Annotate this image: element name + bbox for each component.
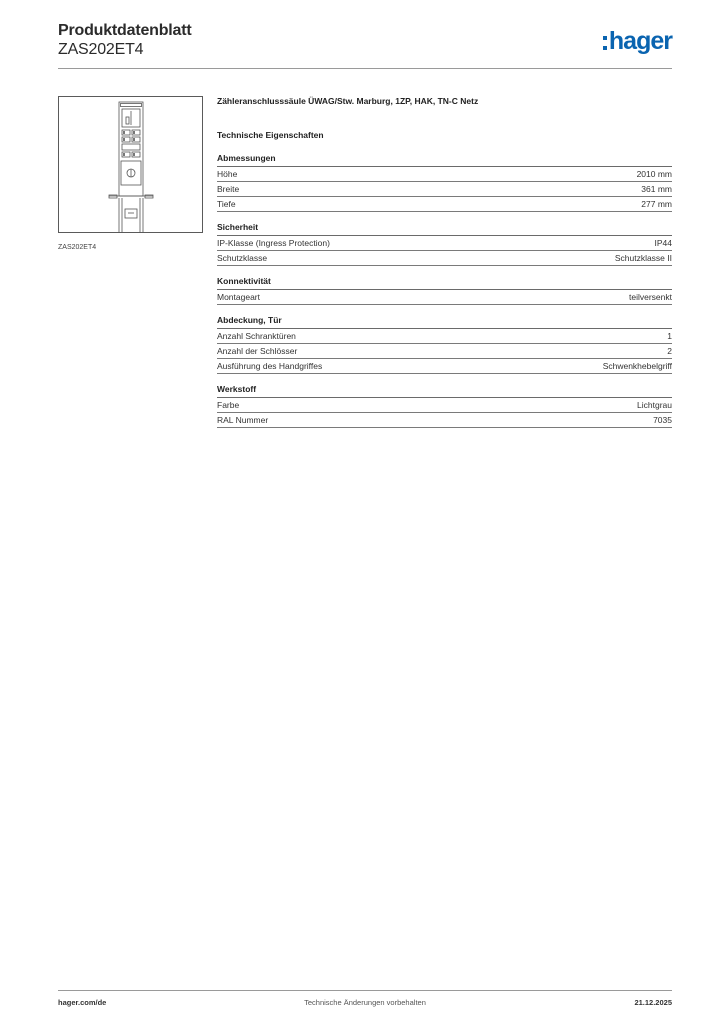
property-row (217, 236, 672, 251)
property-label: Anzahl der Schlösser (217, 346, 298, 356)
property-value: 7035 (653, 415, 672, 425)
property-value: 361 mm (641, 184, 672, 194)
product-name: Zähleranschlusssäule ÜWAG/Stw. Marburg, 1ZP, HAK, TN-C Netz (217, 96, 479, 106)
property-label: Schutzklasse (217, 253, 268, 263)
property-row (217, 344, 672, 359)
property-row (217, 251, 672, 266)
property-group (217, 222, 672, 266)
logo-text: hager (608, 26, 672, 55)
document-title: Produktdatenblatt (58, 22, 192, 39)
property-row (217, 413, 672, 428)
property-group-title: Sicherheit (217, 222, 672, 236)
property-value: 2010 mm (636, 169, 672, 179)
property-value: Schutzklasse II (614, 253, 672, 263)
property-group (217, 153, 672, 212)
property-row (217, 182, 672, 197)
property-group-title: Abdeckung, Tür (217, 315, 672, 329)
property-row (217, 398, 672, 413)
property-label: Anzahl Schranktüren (217, 331, 296, 341)
product-image-caption: ZAS202ET4 (58, 244, 97, 251)
property-value: IP44 (654, 238, 672, 248)
page-header (58, 20, 672, 68)
property-row (217, 329, 672, 344)
property-group (217, 384, 672, 428)
property-label: Breite (217, 184, 240, 194)
property-group-title: Konnektivität (217, 276, 672, 290)
property-group (217, 276, 672, 305)
property-label: Farbe (217, 400, 240, 410)
property-row (217, 167, 672, 182)
property-row (217, 359, 672, 374)
property-group-title: Werkstoff (217, 384, 672, 398)
property-label: Montageart (217, 292, 260, 302)
footer-note: Technische Änderungen vorbehalten (304, 998, 426, 1007)
property-group (217, 315, 672, 374)
logo-dots-icon (603, 36, 607, 50)
property-value: 1 (667, 331, 672, 341)
property-group-title: Abmessungen (217, 153, 672, 167)
hager-logo (603, 28, 672, 54)
property-value: Schwenkhebelgriff (602, 361, 672, 371)
property-label: Ausführung des Handgriffes (217, 361, 323, 371)
document-subtitle: ZAS202ET4 (58, 41, 144, 58)
footer-website: hager.com/de (58, 998, 107, 1007)
property-value: teilversenkt (629, 292, 672, 302)
footer-date: 21.12.2025 (634, 998, 672, 1007)
property-value: 2 (667, 346, 672, 356)
meter-column-drawing-icon (59, 97, 204, 234)
property-label: Höhe (217, 169, 238, 179)
product-details (217, 96, 672, 438)
property-label: Tiefe (217, 199, 236, 209)
page-footer (58, 998, 672, 1010)
section-heading: Technische Eigenschaften (217, 130, 324, 140)
product-image (58, 96, 203, 233)
property-value: 277 mm (641, 199, 672, 209)
property-row (217, 290, 672, 305)
properties-sections (217, 153, 672, 428)
footer-divider (58, 990, 672, 991)
property-label: RAL Nummer (217, 415, 269, 425)
property-row (217, 197, 672, 212)
property-label: IP-Klasse (Ingress Protection) (217, 238, 330, 248)
header-divider (58, 68, 672, 69)
property-value: Lichtgrau (637, 400, 672, 410)
